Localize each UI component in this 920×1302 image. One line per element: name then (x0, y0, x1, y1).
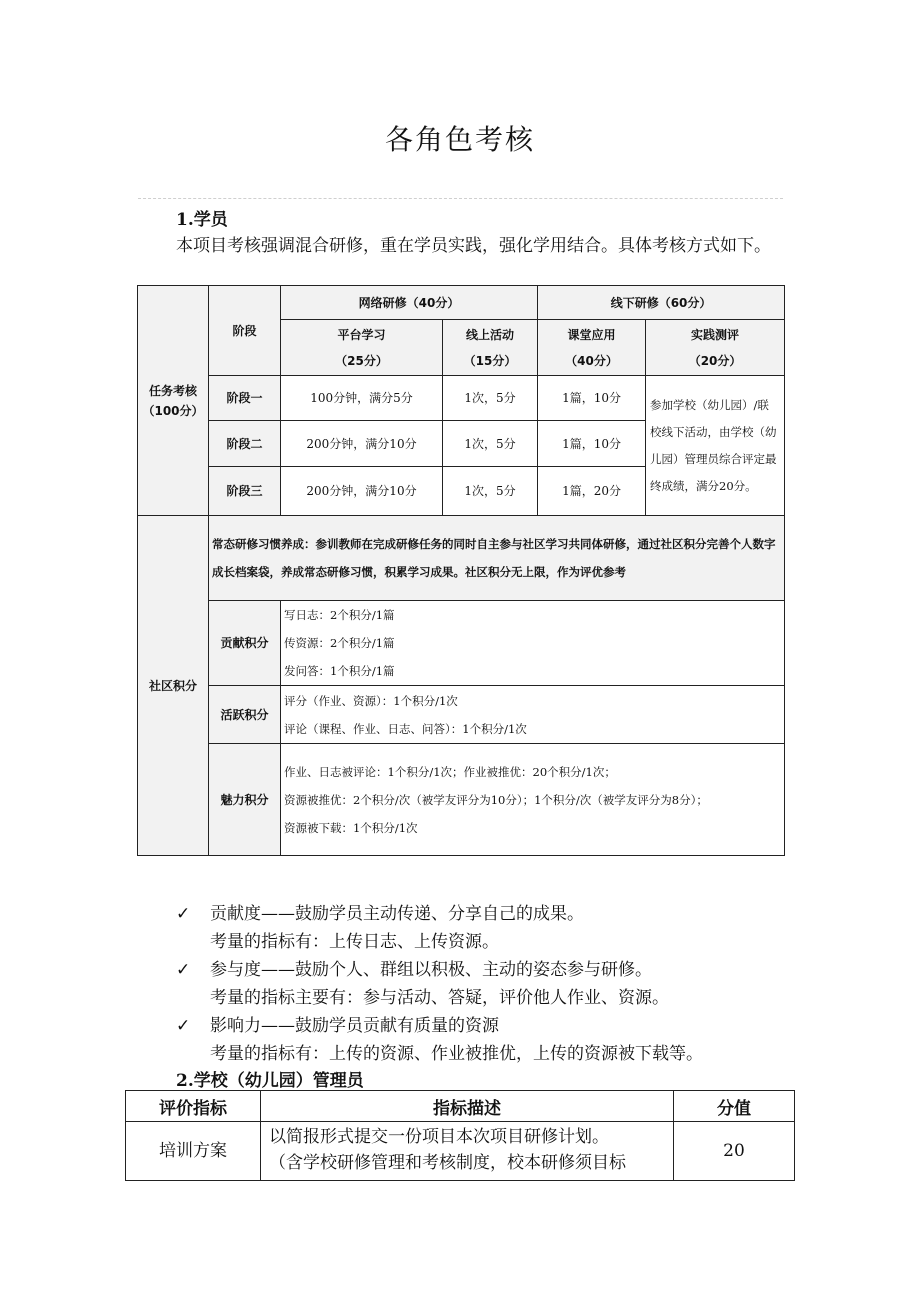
stage-2: 阶段二 (209, 421, 281, 467)
header-score: 分值 (674, 1091, 795, 1122)
description-cell: 以简报形式提交一份项目本次项目研修计划。 （含学校研修管理和考核制度，校本研修须目标 (261, 1122, 674, 1181)
task-assessment-label: 任务考核 （100分） (138, 286, 209, 516)
stage-3-platform: 200分钟，满分10分 (281, 467, 443, 516)
practice-evaluation-text: 参加学校（幼儿园）/联校线下活动，由学校（幼儿园）管理员综合评定最终成绩，满分20分。 (646, 376, 785, 516)
community-points-label: 社区积分 (138, 516, 209, 856)
stage-2-activity: 1次，5分 (443, 421, 538, 467)
online-header: 网络研修（40分） (281, 286, 538, 320)
page-title: 各角色考核 (384, 123, 535, 156)
stage-1-activity: 1次，5分 (443, 376, 538, 421)
charm-points-label: 魅力积分 (209, 744, 281, 856)
student-assessment-table (137, 285, 785, 856)
stage-3: 阶段三 (209, 467, 281, 516)
check-icon: ✓ (176, 904, 191, 924)
col-classroom-header: 课堂应用 （40分） (538, 320, 646, 376)
section-intro: 本项目考核强调混合研修，重在学员实践，强化学用结合。具体考核方式如下。 (176, 236, 771, 256)
list-item: ✓ 贡献度——鼓励学员主动传递、分享自己的成果。 考量的指标有：上传日志、上传资源。 (176, 900, 703, 956)
stage-1: 阶段一 (209, 376, 281, 421)
offline-header: 线下研修（60分） (538, 286, 785, 320)
stage-header: 阶段 (209, 286, 281, 376)
habit-description: 常态研修习惯养成：参训教师在完成研修任务的同时自主参与社区学习共同体研修，通过社区积分完善个人数字成长档案袋，养成常态研修习惯，积累学习成果。社区积分无上限，作为评优参考 (209, 516, 785, 601)
contribution-points-rules: 写日志：2个积分/1篇 传资源：2个积分/1篇 发问答：1个积分/1篇 (281, 601, 785, 686)
stage-3-classroom: 1篇，20分 (538, 467, 646, 516)
check-icon: ✓ (176, 960, 191, 980)
indicator-cell: 培训方案 (126, 1122, 261, 1181)
charm-points-rules: 作业、日志被评论：1个积分/1次；作业被推优：20个积分/1次； 资源被推优：2个积分/次（被学友评分为10分）；1个积分/次（被学友评分为8分）； 资源被下载：1个积分/1次 (281, 744, 785, 856)
check-icon: ✓ (176, 1016, 191, 1036)
score-cell: 20 (674, 1122, 795, 1181)
admin-assessment-table (125, 1090, 795, 1181)
contribution-points-label: 贡献积分 (209, 601, 281, 686)
stage-2-platform: 200分钟，满分10分 (281, 421, 443, 467)
section-heading-students: 1.学员 (176, 210, 228, 230)
list-item: ✓ 参与度——鼓励个人、群组以积极、主动的姿态参与研修。 考量的指标主要有：参与活动、答疑，评价他人作业、资源。 (176, 956, 703, 1012)
list-item: ✓ 影响力——鼓励学员贡献有质量的资源 考量的指标有：上传的资源、作业被推优，上传的资源被下载等。 (176, 1012, 703, 1068)
activity-points-label: 活跃积分 (209, 686, 281, 744)
stage-3-activity: 1次，5分 (443, 467, 538, 516)
section-heading-school-admin: 2.学校（幼儿园）管理员 (176, 1071, 364, 1091)
col-platform-header: 平台学习 （25分） (281, 320, 443, 376)
col-activity-header: 线上活动 （15分） (443, 320, 538, 376)
header-description: 指标描述 (261, 1091, 674, 1122)
col-practice-header: 实践测评 （20分） (646, 320, 785, 376)
stage-2-classroom: 1篇，10分 (538, 421, 646, 467)
activity-points-rules: 评分（作业、资源）：1个积分/1次 评论（课程、作业、日志、问答）：1个积分/1次 (281, 686, 785, 744)
indicator-checklist (176, 900, 703, 1068)
stage-1-classroom: 1篇，10分 (538, 376, 646, 421)
stage-1-platform: 100分钟，满分5分 (281, 376, 443, 421)
header-indicator: 评价指标 (126, 1091, 261, 1122)
title-divider (138, 198, 783, 199)
table-row (126, 1122, 795, 1181)
